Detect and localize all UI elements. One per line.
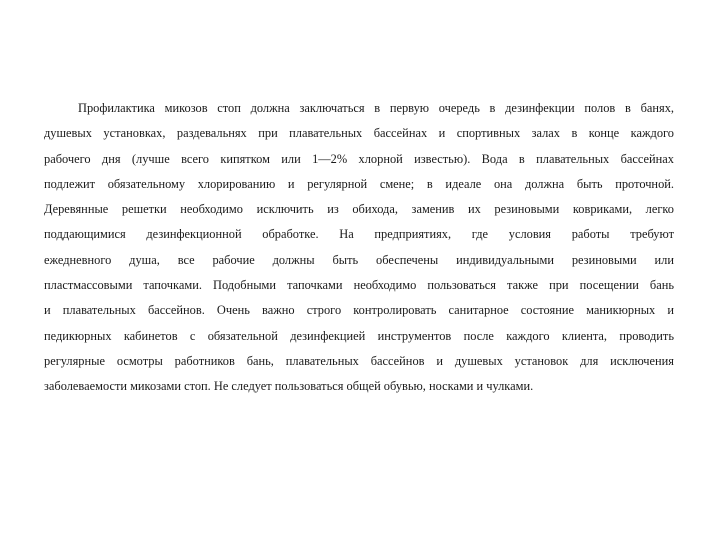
- paragraph-line: Деревянные решетки необходимо исключить из обихода, заменив их резиновыми ковриками, легко: [44, 202, 674, 217]
- paragraph-line: и плавательных бассейнов. Очень важно строго контролировать санитарное состояние маникюрных и: [44, 303, 674, 318]
- paragraph-line: пластмассовыми тапочками. Подобными тапочками необходимо пользоваться также при посещении бань: [44, 278, 674, 293]
- paragraph-line: регулярные осмотры работников бань, плавательных бассейнов и душевых установок для исключения: [44, 353, 674, 368]
- paragraph-line: ежедневного душа, все рабочие должны быть обеспечены индивидуальными резиновыми или: [44, 252, 674, 267]
- paragraph-line: душевых установках, раздевальнях при плавательных бассейнах и спортивных залах в конце каждого: [44, 126, 674, 141]
- paragraph-line: Профилактика микозов стоп должна заключаться в первую очередь в дезинфекции полов в банях,: [78, 101, 674, 115]
- paragraph-line: педикюрных кабинетов с обязательной дезинфекцией инструментов после каждого клиента, проводить: [44, 328, 674, 343]
- paragraph-line: рабочего дня (лучше всего кипятком или 1—2% хлорной известью). Вода в плавательных бассейнах: [44, 151, 674, 166]
- body-paragraph: [44, 96, 674, 400]
- paragraph-line: подлежит обязательному хлорированию и регулярной смене; в идеале она должна быть проточной.: [44, 176, 674, 191]
- paragraph-line: заболеваемости микозами стоп. Не следует пользоваться общей обувью, носками и чулками.: [44, 379, 534, 394]
- paragraph-line: поддающимися дезинфекционной обработке. На предприятиях, где условия работы требуют: [44, 227, 674, 242]
